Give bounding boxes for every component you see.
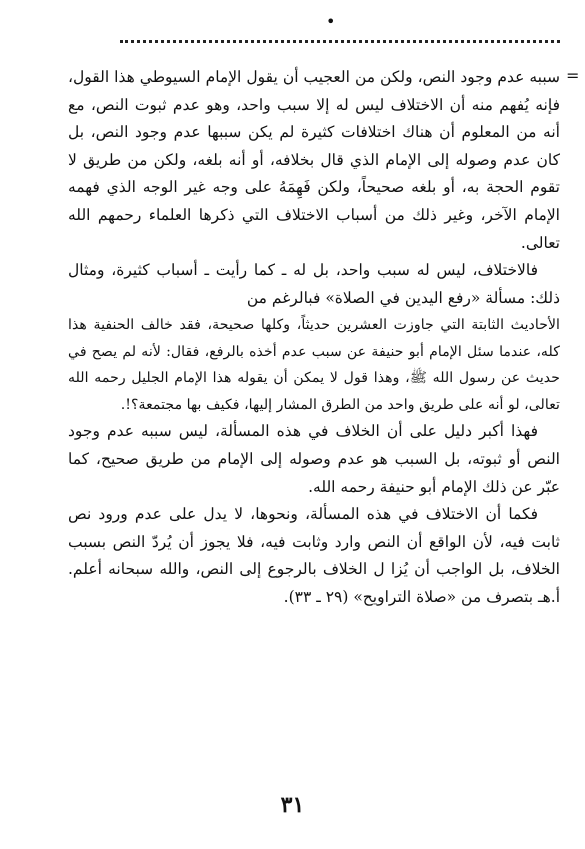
dotted-divider: [120, 40, 560, 43]
continuation-mark: =: [566, 66, 580, 85]
body-text: [68, 64, 560, 612]
paragraph: فالاختلاف، ليس له سبب واحد، بل له ـ كما رأيت ـ أسباب كثيرة، ومثال ذلك: مسألة «رفع اليدين في الصلاة» فبالرغم من: [68, 261, 560, 307]
top-ornament-mark: •: [326, 12, 336, 31]
paragraph: الأحاديث الثابتة التي جاوزت العشرين حديثاً، وكلها صحيحة، فقد خالف الحنفية هذا كله، عندما سئل الإمام أبو حنيفة عن سبب عدم أخذه بالرفع، فقال: لأنه لم يصح في حديث عن رسول الله ﷺ، وهذا قول لا يمكن أن يقوله هذا الإمام الجليل رحمه الله تعالى، لو أنه على طريق واحد من الطرق المشار إليها، فكيف بها مجتمعة؟!.: [68, 317, 560, 413]
page-number: ٣١: [280, 792, 305, 818]
paragraph: فهذا أكبر دليل على أن الخلاف في هذه المسألة، ليس سببه عدم وجود النص أو ثبوته، بل السبب هو عدم وصوله إلى الإمام من طريق صحيح، كما عبّر عن ذلك الإمام أبو حنيفة رحمه الله.: [68, 422, 560, 496]
paragraph: سببه عدم وجود النص، ولكن من العجيب أن يقول الإمام السيوطي هذا القول، فإنه يُفهم منه أن الاختلاف ليس له إلا سبب واحد، وهو عدم ثبوت النص، مع أنه من المعلوم أن هناك اختلافات كثيرة لم يكن سببها عدم وجود النص، بل كان عدم وصوله إلى الإمام الذي قال بخلافه، أو أنه بلغه، ولكن من طريق لا تقوم الحجة به، أو بلغه صحيحاً، ولكن فَهِمَهُ على وجه غير الوجه الذي فهمه الإمام الآخر، وغير ذلك من أسباب الاختلاف التي ذكرها العلماء رحمهم الله تعالى.: [68, 68, 560, 252]
paragraph: فكما أن الاختلاف في هذه المسألة، ونحوها، لا يدل على عدم ورود نص ثابت فيه، لأن الواقع أن النص وارد وثابت فيه، فلا يجوز أن يُردّ النص بسبب الخلاف، بل الواجب أن يُزا ل الخلاف بالرجوع إلى النص، والله سبحانه أعلم. أ.هـ بتصرف من «صلاة التراويح» (٢٩ ـ ٣٣).: [68, 505, 560, 606]
